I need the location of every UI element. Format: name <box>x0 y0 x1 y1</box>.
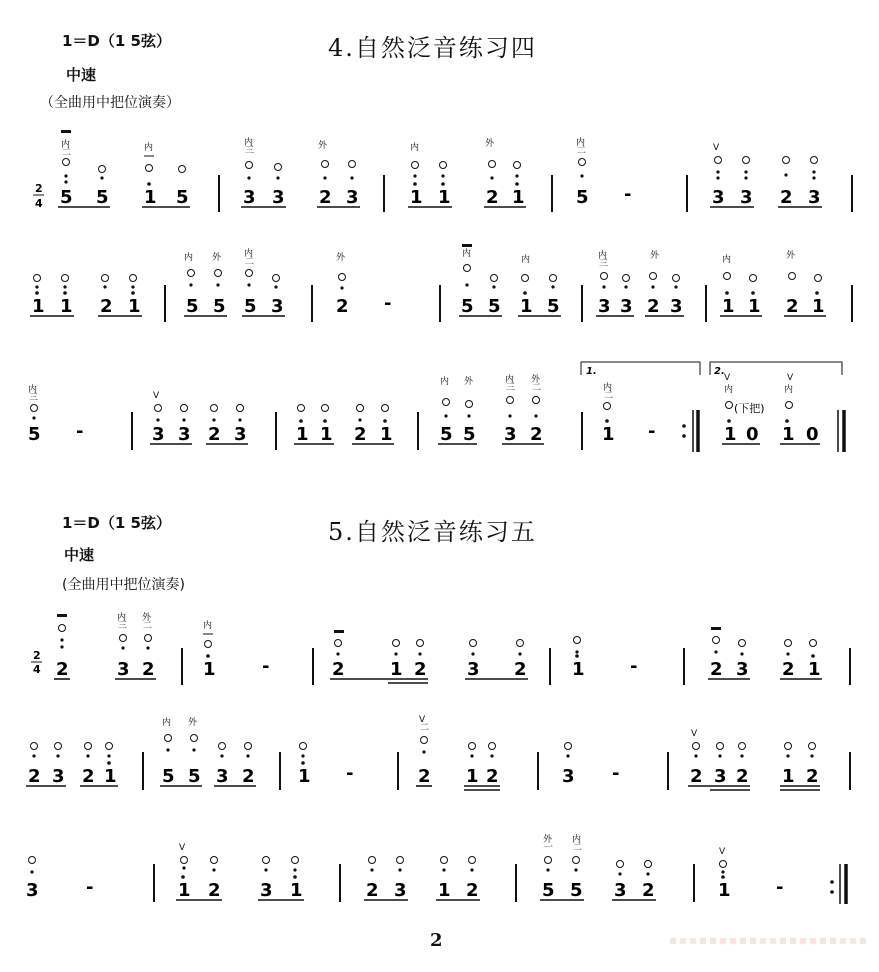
svg-text:1: 1 <box>722 296 735 317</box>
svg-text:二: 二 <box>573 843 583 853</box>
svg-text:三: 三 <box>29 393 39 403</box>
svg-text:5: 5 <box>213 296 226 317</box>
svg-text:-: - <box>648 421 656 442</box>
svg-text:5: 5 <box>488 296 501 317</box>
svg-text:1: 1 <box>572 659 585 680</box>
svg-text:5: 5 <box>28 424 41 445</box>
staff-line-4 <box>54 648 850 685</box>
svg-text:2: 2 <box>736 766 749 787</box>
svg-text:1: 1 <box>203 659 216 680</box>
svg-text:5: 5 <box>96 187 109 208</box>
svg-text:外: 外 <box>650 251 660 261</box>
svg-text:内: 内 <box>598 251 608 261</box>
svg-text:5: 5 <box>542 880 555 901</box>
svg-text:内: 内 <box>440 377 450 387</box>
svg-text:5: 5 <box>576 187 589 208</box>
svg-text:-: - <box>86 877 94 898</box>
svg-text:1: 1 <box>520 296 533 317</box>
svg-text:内: 内 <box>784 385 794 395</box>
svg-text:3: 3 <box>504 424 517 445</box>
svg-text:三: 三 <box>245 146 255 156</box>
time-sig-top: 2 <box>35 182 43 195</box>
svg-text:外: 外 <box>464 377 474 387</box>
harmonic-marks-line-6 <box>29 833 727 876</box>
svg-text:2: 2 <box>366 880 379 901</box>
svg-text:1: 1 <box>718 880 731 901</box>
ending-1-label: 1. <box>586 366 597 377</box>
svg-text:2: 2 <box>514 659 527 680</box>
svg-text:V: V <box>691 729 698 739</box>
svg-text:2: 2 <box>486 766 499 787</box>
svg-text:2: 2 <box>336 296 349 317</box>
svg-text:1: 1 <box>32 296 45 317</box>
svg-text:3: 3 <box>178 424 191 445</box>
svg-text:1: 1 <box>724 424 737 445</box>
svg-text:2: 2 <box>319 187 332 208</box>
harmonic-marks-line-1 <box>61 130 818 184</box>
svg-text:2: 2 <box>710 659 723 680</box>
svg-text:V: V <box>713 143 720 153</box>
svg-text:V: V <box>419 715 426 725</box>
svg-text:三: 三 <box>118 621 128 631</box>
svg-text:3: 3 <box>271 296 284 317</box>
svg-text:内: 内 <box>144 143 154 153</box>
svg-text:外: 外 <box>142 613 152 623</box>
svg-text:内: 内 <box>572 835 582 845</box>
harmonic-marks-line-3 <box>28 373 794 422</box>
svg-text:3: 3 <box>712 187 725 208</box>
svg-text:2: 2 <box>414 659 427 680</box>
staff-line-1 <box>58 175 852 212</box>
svg-text:1: 1 <box>602 424 615 445</box>
svg-text:1: 1 <box>380 424 393 445</box>
svg-text:-: - <box>612 763 620 784</box>
svg-text:内: 内 <box>603 383 613 393</box>
svg-text:2: 2 <box>786 296 799 317</box>
svg-text:外: 外 <box>212 253 222 263</box>
svg-text:2: 2 <box>780 187 793 208</box>
svg-text:3: 3 <box>117 659 130 680</box>
svg-text:外: 外 <box>336 253 346 263</box>
staff-line-3 <box>28 362 844 452</box>
svg-text:5: 5 <box>186 296 199 317</box>
svg-text:V: V <box>153 391 160 401</box>
svg-text:内: 内 <box>28 385 38 395</box>
svg-text:1: 1 <box>466 766 479 787</box>
svg-text:内: 内 <box>722 255 732 265</box>
svg-text:二: 二 <box>143 621 153 631</box>
svg-text:3: 3 <box>808 187 821 208</box>
svg-text:内: 内 <box>462 249 472 259</box>
svg-text:V: V <box>787 373 794 383</box>
svg-text:-: - <box>776 877 784 898</box>
svg-text:2: 2 <box>486 187 499 208</box>
svg-text:3: 3 <box>740 187 753 208</box>
svg-text:5: 5 <box>570 880 583 901</box>
svg-text:二: 二 <box>62 148 72 158</box>
svg-text:1: 1 <box>178 880 191 901</box>
piece2-title: 5.自然泛音练习五 <box>328 518 537 546</box>
harmonic-marks-line-2 <box>34 244 822 290</box>
svg-text:三: 三 <box>599 259 609 269</box>
svg-text:5: 5 <box>60 187 73 208</box>
svg-text:1: 1 <box>104 766 117 787</box>
svg-text:5: 5 <box>188 766 201 787</box>
xiaba-label: (下把) <box>734 402 765 415</box>
svg-text:3: 3 <box>467 659 480 680</box>
staff-line-5 <box>26 752 850 790</box>
svg-text:2: 2 <box>806 766 819 787</box>
svg-text:2: 2 <box>142 659 155 680</box>
svg-text:0: 0 <box>746 424 759 445</box>
piece2-tempo: 中速 <box>64 546 95 564</box>
svg-text:2: 2 <box>82 766 95 787</box>
svg-text:内: 内 <box>410 143 420 153</box>
time-signature-2 <box>31 649 42 676</box>
svg-text:3: 3 <box>346 187 359 208</box>
svg-text:1: 1 <box>60 296 73 317</box>
svg-text:三: 三 <box>506 383 516 393</box>
svg-text:2: 2 <box>690 766 703 787</box>
svg-text:外: 外 <box>188 718 198 728</box>
svg-text:3: 3 <box>670 296 683 317</box>
svg-text:外: 外 <box>786 251 796 261</box>
svg-text:1: 1 <box>298 766 311 787</box>
page-number: 2 <box>430 930 443 951</box>
svg-text:2: 2 <box>782 659 795 680</box>
svg-text:二: 二 <box>420 723 430 733</box>
svg-text:3: 3 <box>272 187 285 208</box>
svg-text:1: 1 <box>144 187 157 208</box>
svg-text:内: 内 <box>117 613 127 623</box>
svg-text:1: 1 <box>410 187 423 208</box>
svg-text:1: 1 <box>320 424 333 445</box>
svg-text:5: 5 <box>461 296 474 317</box>
svg-text:-: - <box>384 293 392 314</box>
piece1-tempo: 中速 <box>66 66 97 84</box>
svg-text:5: 5 <box>547 296 560 317</box>
svg-text:1: 1 <box>296 424 309 445</box>
svg-text:二: 二 <box>245 257 255 267</box>
piece2-performance-note: (全曲用中把位演奏) <box>62 577 185 593</box>
svg-text:3: 3 <box>598 296 611 317</box>
piece1-performance-note: （全曲用中把位演奏） <box>40 95 180 111</box>
svg-text:3: 3 <box>26 880 39 901</box>
time-signature <box>33 182 44 210</box>
svg-text:3: 3 <box>736 659 749 680</box>
time-sig-bottom: 4 <box>35 197 43 210</box>
svg-text:5: 5 <box>162 766 175 787</box>
svg-text:-: - <box>630 656 638 677</box>
svg-text:3: 3 <box>562 766 575 787</box>
ending-2-label: 2. <box>714 366 725 377</box>
svg-text:2: 2 <box>530 424 543 445</box>
svg-text:2: 2 <box>242 766 255 787</box>
svg-text:二: 二 <box>604 391 614 401</box>
svg-text:内: 内 <box>521 255 531 265</box>
svg-text:1: 1 <box>290 880 303 901</box>
svg-text:3: 3 <box>52 766 65 787</box>
svg-text:3: 3 <box>260 880 273 901</box>
time-sig-bottom-2: 4 <box>33 663 41 676</box>
svg-text:5: 5 <box>440 424 453 445</box>
svg-text:内: 内 <box>724 385 734 395</box>
svg-text:2: 2 <box>100 296 113 317</box>
svg-text:5: 5 <box>244 296 257 317</box>
svg-text:2: 2 <box>642 880 655 901</box>
svg-text:3: 3 <box>394 880 407 901</box>
svg-text:1: 1 <box>782 424 795 445</box>
svg-text:内: 内 <box>576 138 586 148</box>
svg-text:2: 2 <box>332 659 345 680</box>
svg-text:内: 内 <box>203 621 213 631</box>
svg-text:2: 2 <box>56 659 69 680</box>
staff-line-2 <box>30 285 852 322</box>
svg-text:外: 外 <box>531 375 541 385</box>
svg-text:1: 1 <box>390 659 403 680</box>
svg-text:3: 3 <box>614 880 627 901</box>
harmonic-marks-line-4 <box>57 611 817 656</box>
svg-text:1: 1 <box>812 296 825 317</box>
svg-text:1: 1 <box>808 659 821 680</box>
svg-text:V: V <box>179 843 186 853</box>
svg-text:1: 1 <box>438 187 451 208</box>
svg-text:2: 2 <box>418 766 431 787</box>
svg-text:2: 2 <box>466 880 479 901</box>
svg-text:2: 2 <box>208 880 221 901</box>
svg-text:-: - <box>346 763 354 784</box>
svg-text:内: 内 <box>244 138 254 148</box>
svg-text:2: 2 <box>354 424 367 445</box>
piece1-title: 4.自然泛音练习四 <box>328 34 537 62</box>
svg-text:3: 3 <box>620 296 633 317</box>
staff-line-6 <box>26 864 846 904</box>
svg-text:-: - <box>76 421 84 442</box>
svg-text:1: 1 <box>748 296 761 317</box>
piece1-key: 1＝D（1 5弦） <box>62 32 171 50</box>
svg-text:3: 3 <box>234 424 247 445</box>
svg-text:3: 3 <box>216 766 229 787</box>
svg-text:3: 3 <box>243 187 256 208</box>
svg-text:3: 3 <box>152 424 165 445</box>
svg-text:1: 1 <box>128 296 141 317</box>
svg-text:外: 外 <box>543 835 553 845</box>
svg-text:V: V <box>719 847 726 857</box>
svg-text:内: 内 <box>244 249 254 259</box>
svg-text:-: - <box>262 656 270 677</box>
harmonic-marks-line-5 <box>31 715 816 758</box>
svg-text:V: V <box>724 373 731 383</box>
svg-text:1: 1 <box>512 187 525 208</box>
svg-text:内: 内 <box>184 253 194 263</box>
svg-text:外: 外 <box>485 139 495 149</box>
svg-text:内: 内 <box>61 140 71 150</box>
svg-text:二: 二 <box>577 146 587 156</box>
svg-text:0: 0 <box>806 424 819 445</box>
svg-text:二: 二 <box>532 383 542 393</box>
svg-text:内: 内 <box>505 375 515 385</box>
time-sig-top-2: 2 <box>33 649 41 662</box>
svg-text:一: 一 <box>544 843 554 853</box>
svg-text:5: 5 <box>463 424 476 445</box>
svg-text:1: 1 <box>438 880 451 901</box>
svg-text:2: 2 <box>647 296 660 317</box>
svg-text:1: 1 <box>782 766 795 787</box>
svg-text:3: 3 <box>714 766 727 787</box>
svg-text:-: - <box>624 184 632 205</box>
svg-text:2: 2 <box>208 424 221 445</box>
svg-text:外: 外 <box>318 141 328 151</box>
svg-text:5: 5 <box>176 187 189 208</box>
svg-text:2: 2 <box>28 766 41 787</box>
piece2-key: 1＝D（1 5弦） <box>62 514 171 532</box>
svg-text:内: 内 <box>162 718 172 728</box>
